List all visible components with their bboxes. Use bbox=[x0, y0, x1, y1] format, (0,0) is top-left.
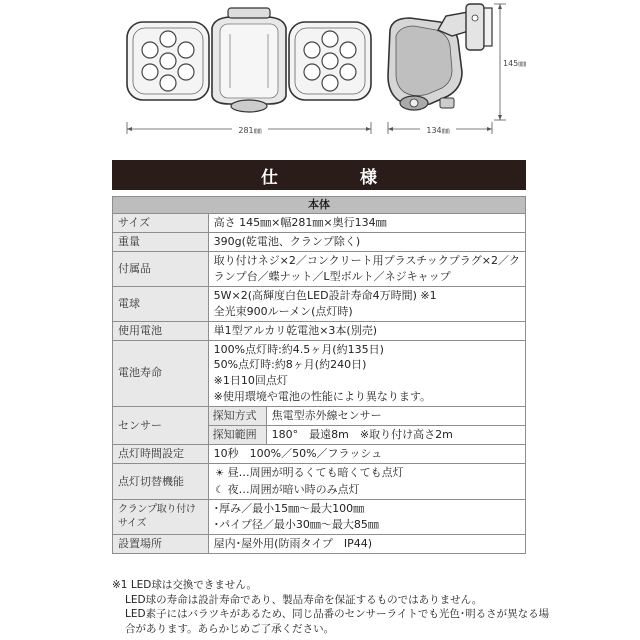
row-value-line: 全光束900ルーメン(点灯時) bbox=[213, 304, 353, 318]
footnote-line: LED素子にはバラツキがあるため、同じ品番のセンサーライトでも光色･明るさが異なる場 bbox=[125, 608, 550, 620]
spec-row-battery-life bbox=[113, 340, 526, 407]
row-label: 点灯切替機能 bbox=[113, 464, 209, 500]
row-value bbox=[208, 500, 525, 535]
row-label: 点灯時間設定 bbox=[113, 445, 209, 464]
row-label: 重量 bbox=[113, 232, 209, 251]
depth-dimension: 134㎜ bbox=[426, 126, 450, 135]
row-value-line: ･厚み／最小15㎜～最大100㎜ bbox=[213, 502, 365, 516]
moon-icon: ☾ bbox=[215, 484, 225, 496]
row-value bbox=[208, 321, 525, 340]
row-value-line: 50%点灯時:約8ヶ月(約240日) bbox=[213, 358, 367, 372]
mode-text: 夜…周囲が暗い時のみ点灯 bbox=[227, 482, 360, 496]
row-value-line: 100%点灯時:約4.5ヶ月(約135日) bbox=[213, 342, 384, 356]
row-value bbox=[208, 464, 525, 500]
row-value bbox=[208, 213, 525, 232]
spec-row-timer bbox=[113, 445, 526, 464]
mode-text: 昼…周囲が明るくても暗くても点灯 bbox=[227, 466, 404, 480]
table-header-row bbox=[113, 197, 526, 214]
product-drawing bbox=[0, 0, 640, 150]
row-value bbox=[208, 251, 525, 286]
row-value-line: 高さ 145㎜×幅281㎜×奥行134㎜ bbox=[213, 215, 387, 229]
footnote-line: 合があります。あらかじめご了承ください。 bbox=[125, 622, 335, 635]
spec-title: 仕 様 bbox=[112, 160, 526, 190]
row-value-line: 390g(乾電池、クランプ除く) bbox=[213, 234, 361, 248]
width-dimension: 281㎜ bbox=[238, 126, 262, 135]
row-value-line: 10秒 100%／50%／フラッシュ bbox=[213, 447, 383, 461]
row-value-line: ※使用環境や電池の性能により異なります。 bbox=[213, 390, 431, 404]
footnotes bbox=[112, 578, 572, 636]
row-value bbox=[208, 232, 525, 251]
mode-day bbox=[214, 465, 520, 482]
footnote-line: LED球の寿命は設計寿命であり、製品寿命を保証するものではありません。 bbox=[125, 593, 483, 606]
sun-icon: ☀ bbox=[215, 468, 225, 480]
mode-night bbox=[214, 482, 520, 499]
row-value bbox=[208, 340, 525, 407]
spec-row-sensor-method bbox=[113, 407, 526, 426]
row-value-line: 取り付けネジ×2／コンクリート用プラスチックプラグ×2／ク bbox=[213, 253, 520, 267]
spec-table bbox=[112, 196, 526, 554]
spec-row-switch bbox=[113, 464, 526, 500]
row-value-line: 屋内･屋外用(防雨タイプ IP44) bbox=[213, 536, 373, 550]
spec-row-location bbox=[113, 534, 526, 553]
height-dimension: 145㎜ bbox=[503, 59, 527, 68]
row-label: センサー bbox=[113, 407, 209, 445]
row-value-line: ※1日10回点灯 bbox=[213, 374, 288, 388]
row-label: 設置場所 bbox=[113, 534, 209, 553]
row-value bbox=[208, 534, 525, 553]
row-value bbox=[208, 445, 525, 464]
row-value-line: ランプ台／蝶ナット／L型ボルト／ネジキャップ bbox=[213, 269, 451, 283]
row-value-line: ･パイプ径／最小30㎜～最大85㎜ bbox=[213, 518, 379, 531]
row-label: サイズ bbox=[113, 213, 209, 232]
row-label: 電球 bbox=[113, 286, 209, 321]
spec-row-clamp bbox=[113, 500, 526, 535]
spec-row-battery bbox=[113, 321, 526, 340]
row-value-line: 5W×2(高輝度白色LED設計寿命4万時間) ※1 bbox=[213, 288, 437, 302]
spec-row-bulb bbox=[113, 286, 526, 321]
side-view bbox=[388, 4, 526, 135]
row-value: 180° 最遠8m ※取り付け高さ2m bbox=[266, 426, 525, 445]
row-label: クランプ取り付けサイズ bbox=[113, 500, 209, 535]
spec-row-weight bbox=[113, 232, 526, 251]
row-label: 電池寿命 bbox=[113, 340, 209, 407]
row-value-line: 単1型アルカリ乾電池×3本(別売) bbox=[213, 323, 378, 337]
row-value bbox=[208, 286, 525, 321]
table-header: 本体 bbox=[113, 197, 526, 214]
front-view bbox=[127, 8, 371, 135]
row-sublabel: 探知範囲 bbox=[208, 426, 266, 445]
row-sublabel: 探知方式 bbox=[208, 407, 266, 426]
footnote-line: ※1 LED球は交換できません。 bbox=[112, 579, 258, 591]
row-label: 付属品 bbox=[113, 251, 209, 286]
spec-row-accessories bbox=[113, 251, 526, 286]
spec-row-size bbox=[113, 213, 526, 232]
row-label: 使用電池 bbox=[113, 321, 209, 340]
row-value: 焦電型赤外線センサー bbox=[266, 407, 525, 426]
